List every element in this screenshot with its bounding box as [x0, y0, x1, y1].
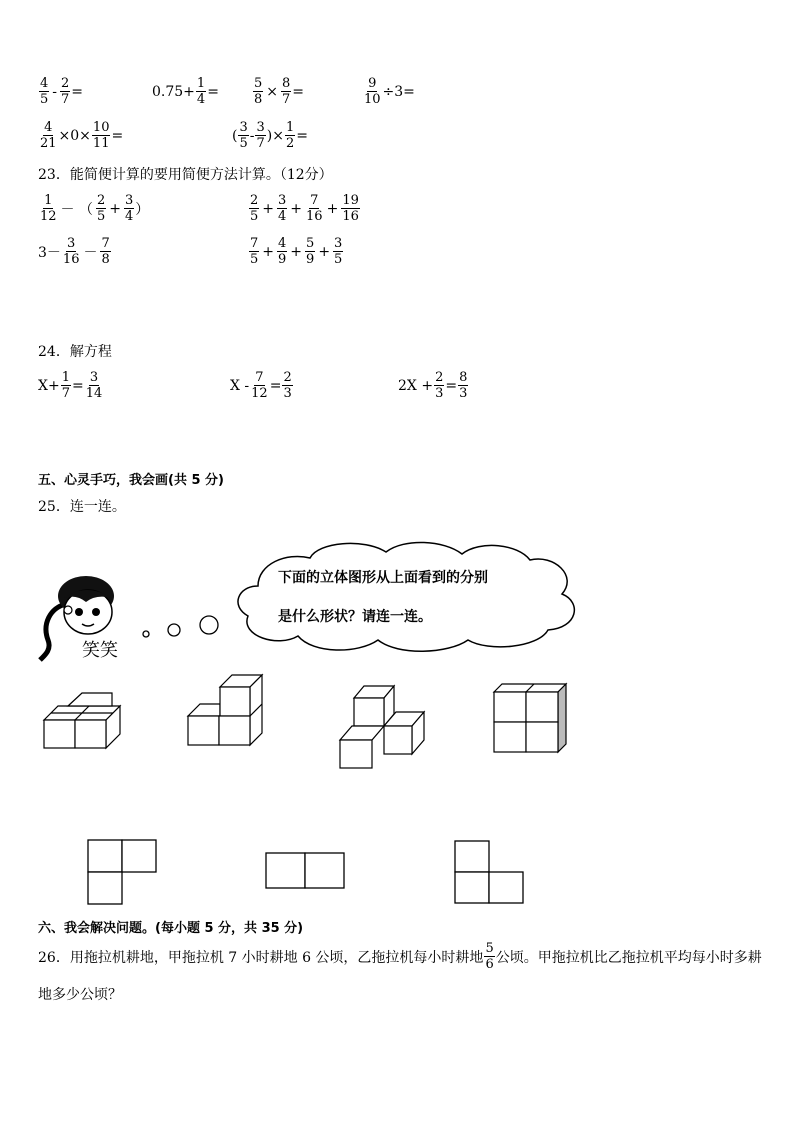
fraction: $\frac{1}{12}$ — [40, 193, 57, 224]
fraction: $\frac{4}{9}$ — [278, 236, 287, 267]
q24-equation-1: X+ $\frac{1}{7}$ = $\frac{3}{14}$ — [38, 370, 103, 401]
q26-line-2: 地多少公顷？ — [38, 987, 122, 1003]
fraction: $\frac{8}{7}$ — [282, 76, 291, 107]
q25-title: 25．连一连。 — [38, 499, 126, 515]
fraction: $\frac{3}{5}$ — [239, 120, 248, 151]
solid-figure-3 — [340, 686, 430, 770]
q22-expr-4: $\frac{9}{10}$ ÷3= — [364, 76, 415, 107]
q22-expr-1: $\frac{4}{5}$ - $\frac{2}{7}$ = — [40, 76, 84, 107]
section-5-heading: 五、心灵手巧，我会画(共 5 分) — [38, 473, 224, 488]
fraction: $\frac{2}{7}$ — [61, 76, 70, 107]
fraction: $\frac{1}{2}$ — [285, 120, 295, 151]
q24-equation-2: X - $\frac{7}{12}$ = $\frac{2}{3}$ — [230, 370, 292, 401]
fraction: $\frac{3}{14}$ — [85, 370, 103, 401]
top-view-shape-1 — [88, 839, 158, 905]
q22-expr-2: 0.75+ $\frac{1}{4}$ = — [152, 76, 219, 107]
fraction: $\frac{2}{5}$ — [250, 193, 259, 224]
q23-title: 23．能简便计算的要用简便方法计算。（12分） — [38, 167, 333, 183]
q22-expr-6: ( $\frac{3}{5}$ - $\frac{3}{7}$ )× $\frac{1}{2}$ = — [232, 120, 308, 151]
fraction: $\frac{10}{11}$ — [92, 120, 110, 151]
fraction: $\frac{4}{5}$ — [40, 76, 49, 107]
thought-cloud-bubble — [218, 536, 584, 656]
q22-expr-3: $\frac{5}{8}$ × $\frac{8}{7}$ = — [254, 76, 305, 107]
fraction: $\frac{2}{3}$ — [435, 370, 444, 401]
q23-expr-2: $\frac{2}{5}$ + $\frac{3}{4}$ + $\frac{7}{16}$ + $\frac{19}{16}$ — [250, 193, 359, 224]
q23-expr-3: 3－ $\frac{3}{16}$ － $\frac{7}{8}$ — [38, 236, 110, 267]
fraction: $\frac{7}{5}$ — [250, 236, 259, 267]
fraction: $\frac{3}{7}$ — [256, 120, 265, 151]
fraction: $\frac{2}{5}$ — [97, 193, 106, 224]
top-view-shape-2 — [265, 852, 347, 890]
solid-figure-2 — [188, 675, 268, 749]
fraction: $\frac{7}{16}$ — [306, 193, 323, 224]
top-view-shape-3 — [454, 840, 526, 904]
fraction: $\frac{5}{6}$ — [485, 941, 494, 972]
thought-dots — [140, 612, 220, 642]
fraction: $\frac{8}{3}$ — [459, 370, 468, 401]
fraction: $\frac{4}{21}$ — [40, 120, 57, 151]
q24-equation-3: 2X + $\frac{2}{3}$ = $\frac{8}{3}$ — [398, 370, 468, 401]
fraction: $\frac{3}{4}$ — [278, 193, 287, 224]
fraction: $\frac{5}{9}$ — [306, 236, 315, 267]
fraction: $\frac{1}{4}$ — [196, 76, 206, 107]
q23-expr-1: $\frac{1}{12}$ － （ $\frac{2}{5}$ + $\frac{3}{4}$ ） — [40, 193, 150, 224]
q22-expr-5: $\frac{4}{21}$ ×0× $\frac{10}{11}$ = — [40, 120, 124, 151]
q23-expr-4: $\frac{7}{5}$ + $\frac{4}{9}$ + $\frac{5}{9}$ + $\frac{3}{5}$ — [250, 236, 343, 267]
character-name-label: 笑笑 — [82, 640, 118, 661]
fraction: $\frac{1}{7}$ — [61, 370, 70, 401]
fraction: $\frac{7}{12}$ — [251, 370, 268, 401]
q24-title: 24．解方程 — [38, 344, 112, 360]
bubble-text-line-2: 是什么形状？请连一连。 — [278, 609, 432, 625]
fraction: $\frac{3}{16}$ — [62, 236, 80, 267]
bubble-text-line-1: 下面的立体图形从上面看到的分别 — [278, 570, 488, 586]
section-6-heading: 六、我会解决问题。(每小题 5 分，共 35 分) — [38, 921, 304, 936]
fraction: $\frac{2}{3}$ — [283, 370, 292, 401]
fraction: $\frac{3}{5}$ — [334, 236, 343, 267]
fraction: $\frac{5}{8}$ — [254, 76, 263, 107]
fraction: $\frac{19}{16}$ — [342, 193, 359, 224]
solid-figure-1 — [44, 693, 124, 749]
fraction: $\frac{3}{4}$ — [125, 193, 134, 224]
fraction: $\frac{7}{8}$ — [101, 236, 110, 267]
fraction: $\frac{9}{10}$ — [364, 76, 381, 107]
q26-line-1: 26．用拖拉机耕地，甲拖拉机 7 小时耕地 6 公顷，乙拖拉机每小时耕地 $\frac{5}{6}$ 公顷。甲拖拉机比乙拖拉机平均每小时多耕 — [38, 941, 762, 972]
solid-figure-4 — [492, 684, 572, 756]
